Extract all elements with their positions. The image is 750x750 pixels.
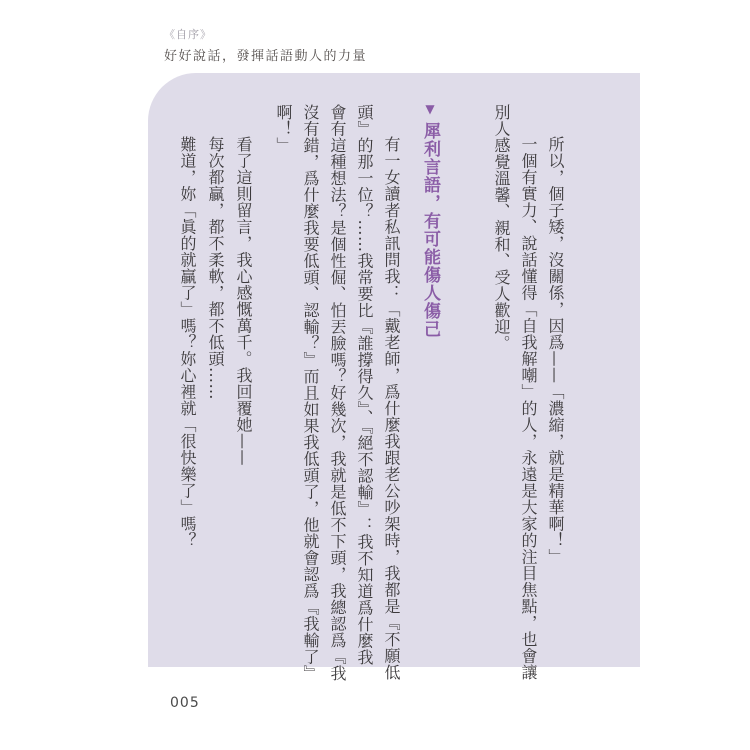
- paragraph-column: 別人感覺溫馨、親和、受人歡迎。: [492, 104, 511, 352]
- paragraph-column: 每次都贏，都不柔軟，都不低頭……: [206, 136, 225, 400]
- paragraph-column: 所以，個子矮，沒關係，因爲——「濃縮，就是精華啊！」: [546, 136, 565, 565]
- paragraph-column: 難道，妳「眞的就贏了」嗎？妳心裡就「很快樂了」嗎？: [178, 136, 197, 549]
- chapter-tag: 《自序》: [164, 28, 212, 41]
- paragraph-column: 啊！」: [274, 104, 293, 154]
- content-panel: [148, 73, 640, 682]
- page-number: 005: [170, 695, 200, 711]
- triangle-marker-icon: ▼: [423, 102, 437, 116]
- paragraph-column: 沒有錯，爲什麼我要低頭、認輸？』而且如果我低頭了，他就會認爲『我輸了』: [301, 104, 320, 682]
- paragraph-column: 有一女讀者私訊問我：「戴老師，爲什麼我跟老公吵架時，我都是『不願低: [382, 136, 401, 681]
- chapter-title: 好好說話，發揮話語動人的力量: [164, 49, 368, 64]
- section-heading-label: 犀利言語，有可能傷人傷己: [420, 122, 440, 338]
- paragraph-column: 看了這則留言，我心感慨萬千。我回覆她——: [234, 136, 253, 466]
- page-header: [164, 26, 367, 64]
- paragraph-column: 頭』的那一位？……我常要比『誰撐得久』、『絕不認輸』：我不知道爲什麼我: [355, 104, 374, 666]
- section-heading: [419, 102, 441, 338]
- paragraph-column: 一個有實力、說話懂得「自我解嘲」的人，永遠是大家的注目焦點，也會讓: [519, 136, 538, 681]
- paragraph-column: 會有這種想法？是個性倔、怕丟臉嗎？好幾次，我就是低不下頭，我總認爲『我: [328, 104, 347, 682]
